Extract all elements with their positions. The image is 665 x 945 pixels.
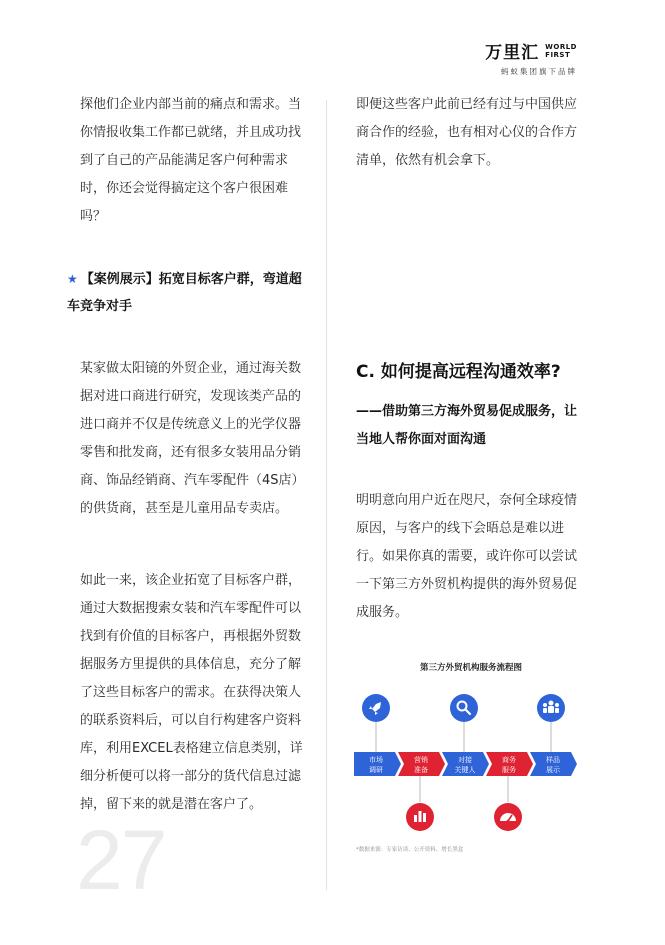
data-source-note: *数据来源：专家访谈、公开资料、增长黑盒 — [356, 847, 464, 853]
team-icon — [537, 694, 565, 722]
right-paragraph-1: 即便这些客户此前已经有过与中国供应商合作的经验，也有相对心仪的合作方清单，依然有机会拿下。 — [356, 97, 578, 168]
rocket-icon — [362, 694, 390, 722]
column-divider — [326, 100, 327, 890]
flow-step-4-label-line2: 服务 — [502, 766, 516, 774]
flow-step-5-label-line2: 展示 — [546, 766, 560, 774]
flow-step-4-label-line1: 商务 — [502, 756, 516, 764]
section-title: C. 如何提高远程沟通效率? — [356, 362, 561, 382]
bar-chart-icon — [406, 803, 434, 831]
right-paragraph-2: 明明意向用户近在咫尺，奈何全球疫情原因，与客户的线下会晤总是难以进行。如果你真的需要，或许你可以尝试一下第三方外贸机构提供的海外贸易促成服务。 — [356, 493, 578, 620]
page-number: 27 — [76, 813, 166, 907]
left-paragraph-2: 某家做太阳镜的外贸企业，通过海关数据对进口商进行研究，发现该类产品的进口商并不仅是传统意义上的光学仪器零售和批发商，还有很多女装用品分销商、饰品经销商、汽车零配件（4S店）的供货商，甚至是儿童用品专卖店。 — [80, 361, 302, 516]
logo-english: WORLD FIRST — [545, 42, 577, 59]
flow-step-2-label-line2: 准备 — [414, 766, 428, 774]
brand-logo — [485, 38, 577, 77]
flow-step-3-label-line2: 关键人 — [454, 766, 476, 774]
flow-step-1-label-line2: 调研 — [369, 766, 383, 774]
search-icon — [450, 694, 478, 722]
service-flow-diagram — [352, 686, 582, 842]
left-paragraph-1: 探他们企业内部当前的痛点和需求。当你情报收集工作都已就绪，并且成功找到了自己的产品能满足客户何种需求时，你还会觉得搞定这个客户很困难吗？ — [80, 97, 302, 224]
star-icon: ★ — [67, 272, 78, 286]
left-paragraph-3: 如此一来，该企业拓宽了目标客户群，通过大数据搜索女装和汽车零配件可以找到有价值的目标客户，再根据外贸数据服务方里提供的具体信息，充分了解了这些目标客户的需求。在获得决策人的联系资料后，可以自行构建客户资料库，利用EXCEL表格建立信息类别，详细分析便可以将一部分的货代信息过滤掉，留下来的就是潜在客户了。 — [80, 573, 303, 812]
logo-tagline: 蚂蚁集团旗下品牌 — [501, 67, 577, 76]
section-subtitle: ——借助第三方海外贸易促成服务，让当地人帮你面对面沟通 — [356, 404, 578, 447]
dashboard-icon — [494, 803, 522, 831]
flow-chart-title: 第三方外贸机构服务流程图 — [419, 663, 522, 673]
flow-step-3-label-line1: 对接 — [458, 756, 472, 764]
logo-chinese: 万里汇 — [485, 43, 540, 63]
case-heading: ★ 【案例展示】拓宽目标客户群，弯道超车竞争对手 — [67, 272, 302, 314]
flow-step-1-label-line1: 市场 — [369, 756, 383, 764]
flow-step-5-label-line1: 样品 — [546, 756, 560, 764]
flow-step-2-label-line1: 营销 — [414, 756, 428, 764]
